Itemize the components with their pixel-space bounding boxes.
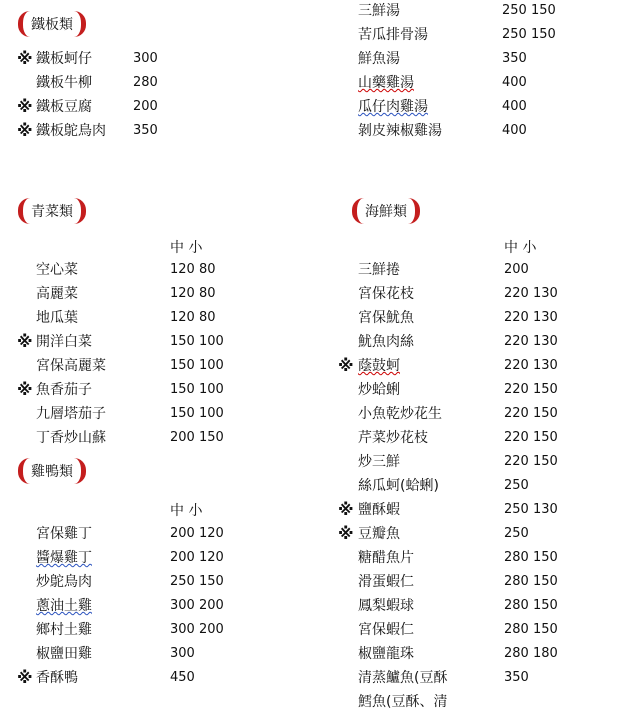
section-title-seafood: 海鮮類 bbox=[365, 204, 407, 220]
menu-row bbox=[338, 644, 619, 664]
dish-name: 蔥油土雞 bbox=[36, 598, 92, 614]
dish-name: 宮保雞丁 bbox=[36, 526, 92, 542]
dish-name: 鳳梨蝦球 bbox=[358, 598, 414, 614]
menu-row bbox=[338, 73, 619, 93]
dish-price: 250 130 bbox=[504, 502, 558, 517]
menu-row bbox=[338, 428, 619, 448]
size-column-header: 中 小 bbox=[504, 240, 537, 256]
signature-mark: ※ bbox=[338, 356, 354, 375]
dish-price: 300 200 bbox=[170, 598, 224, 613]
dish-price: 220 150 bbox=[504, 454, 558, 469]
menu-row bbox=[0, 428, 330, 448]
dish-price: 200 120 bbox=[170, 550, 224, 565]
dish-name: 鱈魚(豆酥、清 bbox=[358, 694, 448, 710]
section-header-teppanyaki bbox=[18, 11, 86, 37]
dish-name: 九層塔茄子 bbox=[36, 406, 106, 422]
dish-name: 豆瓣魚 bbox=[358, 526, 400, 542]
dish-name: 蔭鼓蚵 bbox=[358, 358, 400, 374]
dish-price: 280 150 bbox=[504, 598, 558, 613]
dish-name: 丁香炒山蘇 bbox=[36, 430, 106, 446]
section-header-poultry bbox=[18, 458, 86, 484]
dish-price: 250 150 bbox=[502, 3, 556, 18]
dish-price: 150 100 bbox=[170, 358, 224, 373]
dish-name: 椒鹽龍珠 bbox=[358, 646, 414, 662]
dish-name: 鐵板蚵仔 bbox=[36, 51, 92, 67]
dish-price: 150 100 bbox=[170, 406, 224, 421]
menu-row bbox=[338, 404, 619, 424]
dish-price: 150 100 bbox=[170, 334, 224, 349]
dish-name: 鐵板鴕鳥肉 bbox=[36, 123, 106, 139]
dish-price: 280 150 bbox=[504, 550, 558, 565]
dish-name: 宮保高麗菜 bbox=[36, 358, 106, 374]
signature-mark: ※ bbox=[17, 97, 33, 116]
dish-price: 400 bbox=[502, 99, 527, 114]
section-title-poultry: 雞鴨類 bbox=[31, 464, 73, 480]
dish-name: 魷魚肉絲 bbox=[358, 334, 414, 350]
dish-price: 120 80 bbox=[170, 310, 216, 325]
dish-name: 宮保蝦仁 bbox=[358, 622, 414, 638]
menu-row bbox=[0, 308, 330, 328]
menu-row bbox=[338, 524, 619, 544]
menu-row bbox=[338, 476, 619, 496]
dish-price: 150 100 bbox=[170, 382, 224, 397]
dish-name: 小魚乾炒花生 bbox=[358, 406, 442, 422]
section-header-seafood bbox=[352, 198, 420, 224]
dish-price: 300 200 bbox=[170, 622, 224, 637]
dish-name: 炒蛤蜊 bbox=[358, 382, 400, 398]
menu-row bbox=[0, 548, 330, 568]
dish-name: 瓜仔肉雞湯 bbox=[358, 99, 428, 115]
dish-name: 醬爆雞丁 bbox=[36, 550, 92, 566]
menu-row bbox=[338, 620, 619, 640]
dish-name: 山藥雞湯 bbox=[358, 75, 414, 91]
dish-price: 300 bbox=[133, 51, 158, 66]
dish-price: 280 150 bbox=[504, 574, 558, 589]
dish-price: 350 bbox=[504, 670, 529, 685]
menu-row bbox=[0, 260, 330, 280]
menu-row bbox=[338, 97, 619, 117]
dish-price: 200 bbox=[133, 99, 158, 114]
menu-row bbox=[0, 404, 330, 424]
menu-row bbox=[0, 356, 330, 376]
dish-name: 宮保魷魚 bbox=[358, 310, 414, 326]
dish-name: 絲瓜蚵(蛤蜊) bbox=[358, 478, 439, 494]
menu-row bbox=[338, 25, 619, 45]
menu-row bbox=[338, 548, 619, 568]
signature-mark: ※ bbox=[17, 668, 33, 687]
dish-price: 280 180 bbox=[504, 646, 558, 661]
menu-row bbox=[0, 380, 330, 400]
dish-name: 地瓜葉 bbox=[36, 310, 78, 326]
dish-price: 220 130 bbox=[504, 286, 558, 301]
dish-price: 250 bbox=[504, 526, 529, 541]
dish-price: 120 80 bbox=[170, 286, 216, 301]
dish-name: 鐵板豆腐 bbox=[36, 99, 92, 115]
dish-name: 椒鹽田雞 bbox=[36, 646, 92, 662]
menu-row bbox=[0, 332, 330, 352]
menu-row bbox=[338, 308, 619, 328]
dish-name: 炒三鮮 bbox=[358, 454, 400, 470]
dish-price: 220 150 bbox=[504, 430, 558, 445]
menu-row bbox=[338, 49, 619, 69]
menu-row bbox=[338, 572, 619, 592]
menu-row bbox=[338, 596, 619, 616]
dish-price: 220 150 bbox=[504, 406, 558, 421]
dish-price: 450 bbox=[170, 670, 195, 685]
dish-name: 鄉村土雞 bbox=[36, 622, 92, 638]
menu-row bbox=[0, 596, 330, 616]
dish-name: 空心菜 bbox=[36, 262, 78, 278]
dish-price: 220 130 bbox=[504, 334, 558, 349]
signature-mark: ※ bbox=[17, 121, 33, 140]
menu-row bbox=[0, 121, 330, 141]
dish-price: 350 bbox=[502, 51, 527, 66]
dish-name: 宮保花枝 bbox=[358, 286, 414, 302]
menu-row bbox=[338, 1, 619, 21]
menu-row bbox=[338, 260, 619, 280]
dish-name: 高麗菜 bbox=[36, 286, 78, 302]
dish-price: 300 bbox=[170, 646, 195, 661]
menu-row bbox=[338, 121, 619, 141]
dish-price: 220 130 bbox=[504, 310, 558, 325]
dish-name: 滑蛋蝦仁 bbox=[358, 574, 414, 590]
section-title-teppanyaki: 鐵板類 bbox=[31, 17, 73, 33]
dish-name: 魚香茄子 bbox=[36, 382, 92, 398]
signature-mark: ※ bbox=[17, 332, 33, 351]
menu-row bbox=[0, 49, 330, 69]
dish-price: 120 80 bbox=[170, 262, 216, 277]
dish-price: 350 bbox=[133, 123, 158, 138]
dish-price: 250 150 bbox=[502, 27, 556, 42]
menu-row bbox=[338, 380, 619, 400]
dish-name: 糖醋魚片 bbox=[358, 550, 414, 566]
dish-price: 200 120 bbox=[170, 526, 224, 541]
menu-row bbox=[338, 332, 619, 352]
section-header-vegetables bbox=[18, 198, 86, 224]
dish-name: 鮮魚湯 bbox=[358, 51, 400, 67]
menu-row bbox=[0, 73, 330, 93]
dish-price: 280 bbox=[133, 75, 158, 90]
menu-row bbox=[0, 644, 330, 664]
dish-price: 250 bbox=[504, 478, 529, 493]
dish-price: 220 150 bbox=[504, 382, 558, 397]
dish-price: 200 150 bbox=[170, 430, 224, 445]
dish-name: 剝皮辣椒雞湯 bbox=[358, 123, 442, 139]
dish-name: 清蒸鱸魚(豆酥 bbox=[358, 670, 448, 686]
dish-name: 鹽酥蝦 bbox=[358, 502, 400, 518]
signature-mark: ※ bbox=[17, 49, 33, 68]
dish-name: 鐵板牛柳 bbox=[36, 75, 92, 91]
menu-row bbox=[338, 500, 619, 520]
dish-price: 200 bbox=[504, 262, 529, 277]
size-column-header: 中 小 bbox=[170, 503, 203, 519]
menu-row bbox=[338, 284, 619, 304]
signature-mark: ※ bbox=[17, 380, 33, 399]
menu-row bbox=[0, 620, 330, 640]
menu-row bbox=[338, 452, 619, 472]
menu-row bbox=[338, 668, 619, 688]
dish-name: 三鮮湯 bbox=[358, 3, 400, 19]
menu-row bbox=[338, 692, 619, 712]
dish-name: 芹菜炒花枝 bbox=[358, 430, 428, 446]
dish-name: 苦瓜排骨湯 bbox=[358, 27, 428, 43]
dish-price: 220 130 bbox=[504, 358, 558, 373]
dish-price: 400 bbox=[502, 75, 527, 90]
menu-row bbox=[0, 284, 330, 304]
dish-name: 開洋白菜 bbox=[36, 334, 92, 350]
signature-mark: ※ bbox=[338, 524, 354, 543]
size-column-header: 中 小 bbox=[170, 240, 203, 256]
dish-name: 炒鴕鳥肉 bbox=[36, 574, 92, 590]
menu-row bbox=[0, 668, 330, 688]
signature-mark: ※ bbox=[338, 500, 354, 519]
dish-name: 香酥鴨 bbox=[36, 670, 78, 686]
menu-row bbox=[0, 572, 330, 592]
dish-price: 400 bbox=[502, 123, 527, 138]
dish-name: 三鮮捲 bbox=[358, 262, 400, 278]
menu-row bbox=[338, 356, 619, 376]
section-title-vegetables: 青菜類 bbox=[31, 204, 73, 220]
menu-row bbox=[0, 97, 330, 117]
dish-price: 250 150 bbox=[170, 574, 224, 589]
menu-row bbox=[0, 524, 330, 544]
dish-price: 280 150 bbox=[504, 622, 558, 637]
